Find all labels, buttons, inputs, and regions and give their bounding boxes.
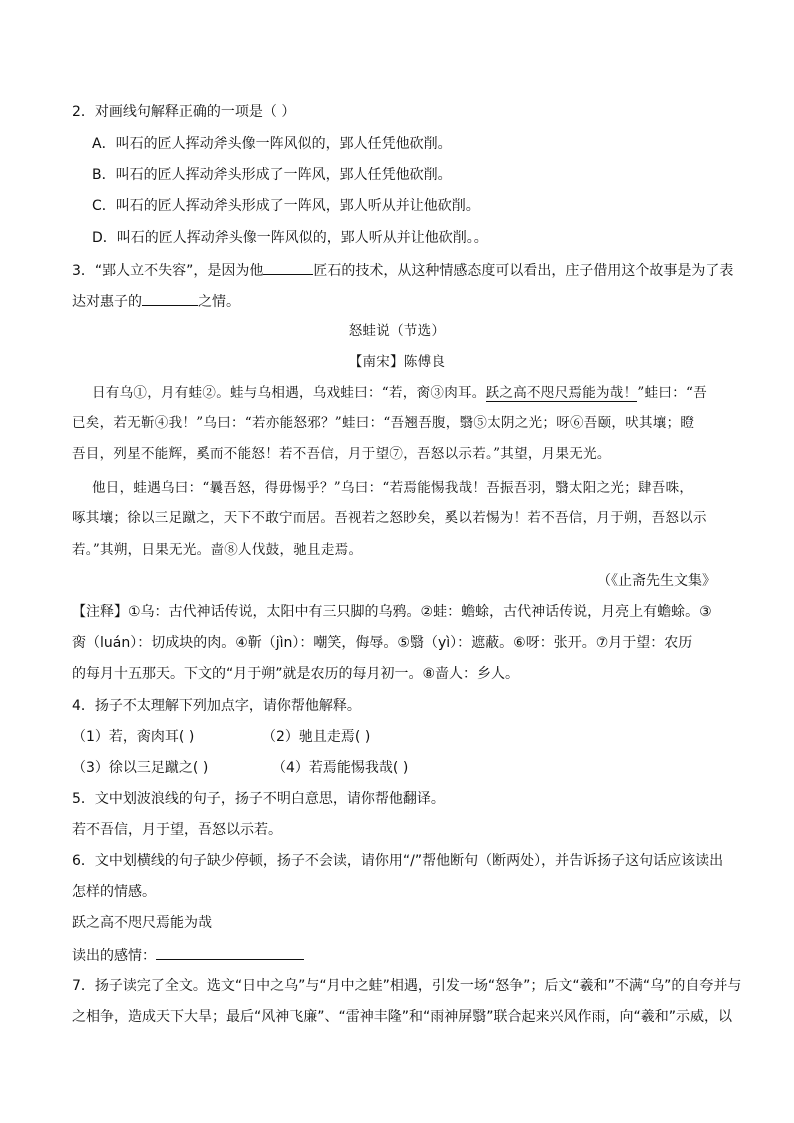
- answer-blank[interactable]: [263, 259, 313, 275]
- q2-stem: 2．对画线句解释正确的一项是（ ）: [72, 104, 296, 120]
- q2-option-c: C．叫石的匠人挥动斧头形成了一阵风，郢人听从并让他砍削。: [92, 198, 480, 214]
- underlined-sentence: 跃之高不咫尺焉能为哉！: [485, 385, 638, 401]
- q6-line1: 6．文中划横线的句子缺少停顿，扬子不会读，请你用“/”帮他断句（断两处），并告诉扬子这句话应该读出: [72, 853, 724, 869]
- notes-line3: 的每月十五那天。下文的“月于朔”就是农历的每月初一。⑧啬人：乡人。: [72, 666, 520, 682]
- wavy-sentence: 若不吾信，月于望⑦，吾怒以示若。: [279, 446, 494, 462]
- passage-p2-line2: 啄其壤；徐以三足蹴之，天下不敢宁而居。吾视若之怒眇矣，奚以若惕为！若不吾信，月于朔，吾怒以示: [72, 510, 707, 526]
- notes-line1: 【注释】①乌：古代神话传说，太阳中有三只脚的乌鸦。②蛙：蟾蜍，古代神话传说，月亮上有蟾蜍。③: [72, 604, 712, 620]
- q2-option-d: D．叫石的匠人挥动斧头像一阵风似的，郢人听从并让他砍削。。: [92, 230, 488, 246]
- passage-p1-line3: 吾目，列星不能辉，奚而不能怒！若不吾信，月于望⑦，吾怒以示若。”其望，月果无光。: [72, 446, 611, 462]
- q4-item-4: （4）若焉能惕我哉( ): [272, 760, 409, 776]
- q5-stem: 5．文中划波浪线的句子，扬子不明白意思，请你帮他翻译。: [72, 791, 445, 807]
- q5-sentence: 若不吾信，月于望，吾怒以示若。: [72, 822, 282, 838]
- passage-p1-line1: 日有乌①，月有蛙②。蛙与乌相遇，乌戏蛙曰：“若，脔③肉耳。跃之高不咫尺焉能为哉！”蛙曰：“吾: [92, 385, 708, 401]
- q6-sentence: 跃之高不咫尺焉能为哉: [72, 915, 212, 931]
- passage-p2-line3: 若。”其朔，日果无光。啬⑧人伐鼓，驰且走焉。: [72, 542, 363, 558]
- passage-title: 怒蛙说（节选）: [348, 323, 446, 339]
- q4-stem: 4．扬子不太理解下列加点字，请你帮他解释。: [72, 698, 361, 714]
- answer-blank[interactable]: [156, 944, 304, 960]
- q7-line1: 7．扬子读完了全文。选文“日中之乌”与“月中之蛙”相遇，引发一场“怒争”；后文“羲和”不满“乌”的自夸并与: [72, 978, 742, 994]
- passage-p2-line1: 他日，蛙遇乌曰：“曩吾怒，得毋惕乎？”乌曰：“若焉能惕我哉！吾振吾羽，翳太阳之光；肆吾咮，: [92, 480, 694, 496]
- answer-blank[interactable]: [142, 290, 198, 306]
- passage-p1-line2: 已矣，若无靳④我！”乌曰：“若亦能怒邪？”蛙曰：“吾翘吾腹，翳⑤太阴之光；呀⑥吾颐，吠其壤；瞪: [72, 415, 695, 431]
- q2-option-b: B．叫石的匠人挥动斧头形成了一阵风，郢人任凭他砍削。: [92, 167, 452, 183]
- q3-line1: 3．“郢人立不失容”，是因为他 匠石的技术，从这种情感态度可以看出，庄子借用这个故事是为了表: [72, 259, 733, 281]
- q4-item-1: （1）若，脔肉耳( ): [72, 729, 195, 745]
- q3-line2: 达对惠子的 之情。: [72, 290, 240, 312]
- notes-line2: 脔（luán）：切成块的肉。④靳（jìn）：嘲笑，侮辱。⑤翳（yì）：遮蔽。⑥呀：张开。⑦月于望：农历: [72, 635, 693, 651]
- q6-emotion: 读出的感情：: [72, 944, 304, 966]
- q2-option-a: A．叫石的匠人挥动斧头像一阵风似的，郢人任凭他砍削。: [92, 136, 452, 152]
- passage-author: 【南宋】陈傅良: [348, 354, 446, 370]
- q4-item-3: （3）徐以三足蹴之( ): [72, 760, 209, 776]
- q6-line2: 怎样的情感。: [72, 884, 156, 900]
- q7-line2: 之相争，造成天下大旱；最后“风神飞廉”、“雷神丰隆”和“雨神屏翳”联合起来兴风作雨，向“羲和”示威，以: [72, 1009, 733, 1025]
- q4-item-2: （2）驰且走焉( ): [262, 729, 371, 745]
- passage-source: （《止斋先生文集》: [597, 573, 716, 589]
